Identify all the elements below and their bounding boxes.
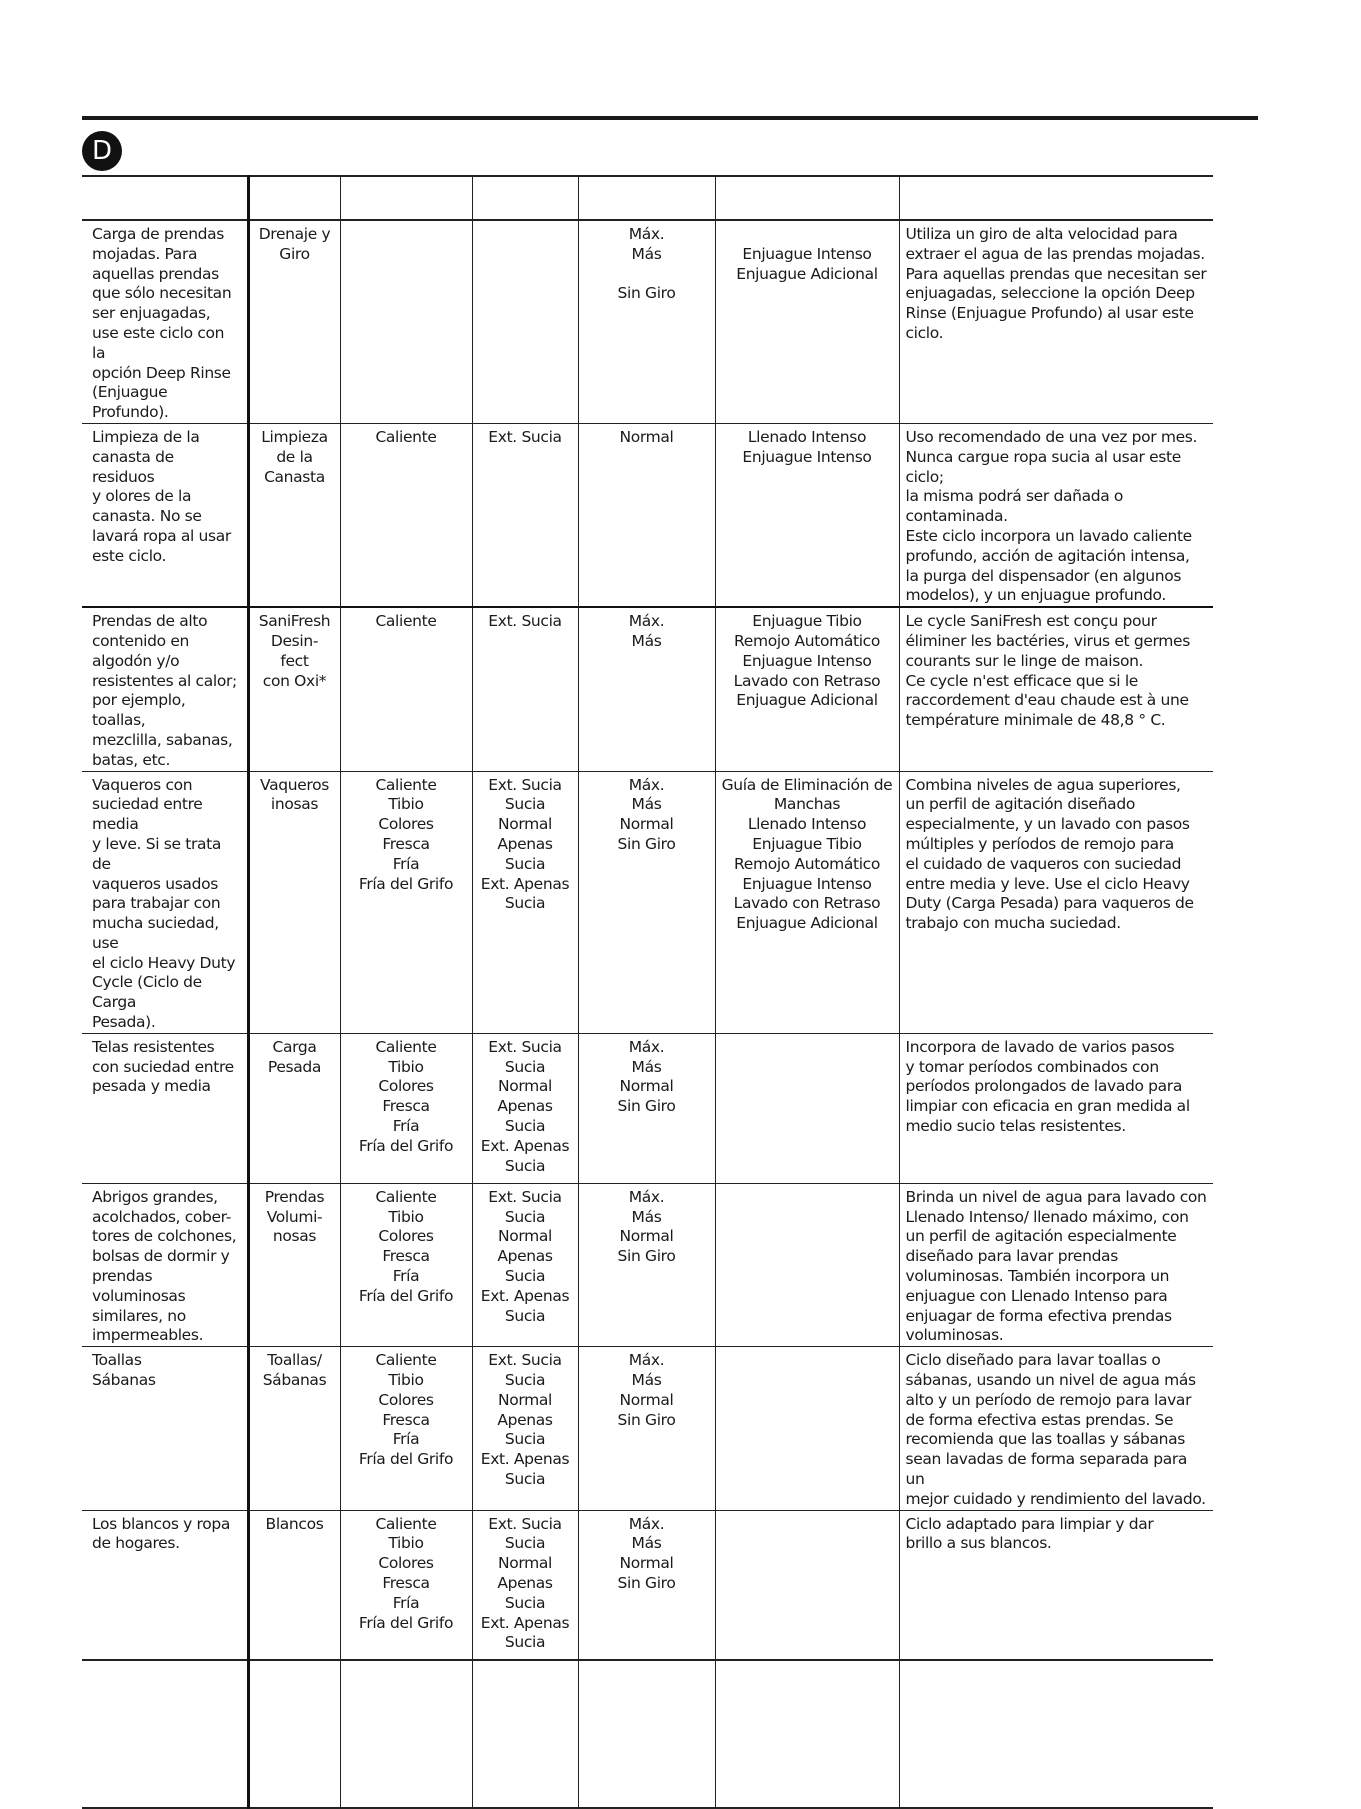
description-cell [899,220,1213,423]
spin-speeds: Máx. Más [628,225,665,263]
options-text: Guía de Eliminación de Manchas Llenado Intenso Enjuague Tibio Remojo Automático Enjuague Intenso Lavado con Retraso Enjuague Adicional [721,775,893,933]
clothes-cell [82,771,248,1033]
spin-speeds: Máx. Más Normal Sin Giro [617,1514,676,1593]
cycle-name-cell [248,771,340,1033]
clothes-cell [82,1347,248,1510]
spin-cell [578,1033,715,1183]
description-text: Incorpora de lavado de varios pasos y tomar períodos combinados con períodos prolongados de lavado para limpiar con eficacia en gran medida al medio sucio telas resistentes. [905,1037,1190,1136]
header-cell [248,176,340,220]
clothes-text: Vaqueros con suciedad entre media y leve. Si se trata de vaqueros usados para trabajar con mucha suciedad, use el ciclo Heavy Duty Cycle (Ciclo de Carga Pesada). [92,775,236,1032]
description-cell [899,771,1213,1033]
temperature-text: Caliente Tibio Colores Fresca Fría Fría del Grifo [358,1514,454,1632]
description-text: Le cycle SaniFresh est conçu pour éliminer les bactéries, virus et germes courants sur le linge de maison. Ce cycle n'est efficace que si le raccordement d'eau chaude est à une température minimale de 48,8 ° C. [905,612,1190,730]
header-cell [472,176,578,220]
clothes-text: Los blancos y ropa de hogares. [92,1514,230,1553]
clothes-text: Limpieza de la canasta de residuos y olores de la canasta. No se lavará ropa al usar este ciclo. [92,427,231,565]
table-row [82,1347,1213,1510]
soil-text: Ext. Sucia Sucia Normal Apenas Sucia Ext. Apenas Sucia [480,1514,570,1652]
table-row [82,607,1213,771]
spin-cell [578,1510,715,1660]
soil-text: Ext. Sucia [488,427,562,446]
empty-cell [472,1660,578,1808]
spin-speeds: Máx. Más [628,612,665,650]
table-row [82,771,1213,1033]
description-text: Brinda un nivel de agua para lavado con Llenado Intenso/ llenado máximo, con un perfil de agitación especialmente diseñado para lavar prendas voluminosas. También incorpora un enjuague con Llenado Intenso para enjuagar de forma efectiva prendas voluminosas. [905,1187,1207,1345]
clothes-cell [82,1510,248,1660]
soil-cell [472,1510,578,1660]
spin-cell [578,607,715,771]
soil-cell [472,607,578,771]
clothes-text: Toallas Sábanas [92,1351,156,1390]
description-cell [899,1183,1213,1346]
spin-speeds: Máx. Más Normal Sin Giro [617,1037,676,1116]
table-row [82,1033,1213,1183]
header-cell [82,176,248,220]
description-cell [899,1510,1213,1660]
header-cell [340,176,472,220]
spin-cell [578,1183,715,1346]
spin-cell [578,771,715,1033]
spin-cell [578,220,715,423]
cycle-name-cell [248,607,340,771]
spin-speeds: Máx. Más Normal Sin Giro [617,1187,676,1266]
temperature-text: Caliente [375,612,437,631]
cycle-name-text: Blancos [265,1514,324,1533]
clothes-cell [82,220,248,423]
empty-cell [578,1660,715,1808]
description-text: Combina niveles de agua superiores, un perfil de agitación diseñado especialmente, y un lavado con pasos múltiples y períodos de remojo para el cuidado de vaqueros con suciedad entre media y leve. Use el ciclo Heavy Duty (Carga Pesada) para vaqueros de trabajo con mucha suciedad. [905,775,1194,933]
description-cell [899,607,1213,771]
options-cell [715,1510,899,1660]
cycle-name-cell [248,423,340,607]
options-cell [715,220,899,423]
clothes-text: Carga de prendas mojadas. Para aquellas prendas que sólo necesitan ser enjuagadas, use este ciclo con la opción Deep Rinse (Enjuague Profundo). [92,225,232,422]
empty-row [82,1660,1213,1808]
table-row [82,1510,1213,1660]
cycle-name-text: Drenaje y Giro [258,225,331,263]
options-text: Enjuague Tibio Remojo Automático Enjuague Intenso Lavado con Retraso Enjuague Adicional [733,612,881,710]
clothes-cell [82,423,248,607]
soil-cell [472,771,578,1033]
cycle-name-text: Limpieza de la Canasta [261,427,328,486]
soil-text: Ext. Sucia Sucia Normal Apenas Sucia Ext. Apenas Sucia [480,1187,570,1325]
options-text: Enjuague Intenso Enjuague Adicional [736,244,878,283]
soil-cell [472,220,578,423]
temperature-text: Caliente [375,427,437,446]
clothes-cell [82,1033,248,1183]
section-badge: D [82,131,122,171]
description-cell [899,1347,1213,1510]
cycle-name-text: Prendas Volumi- nosas [264,1187,325,1246]
cycle-name-text: Vaqueros inosas [260,775,329,814]
clothes-cell [82,1183,248,1346]
soil-cell [472,1347,578,1510]
cycle-name-cell [248,1510,340,1660]
cycle-name-text: SaniFresh Desin- fect con Oxi* [258,612,331,690]
options-cell [715,771,899,1033]
spin-cell [578,423,715,607]
soil-text: Ext. Sucia Sucia Normal Apenas Sucia Ext. Apenas Sucia [480,1351,570,1489]
cycle-name-cell [248,1183,340,1346]
header-cell [715,176,899,220]
header-row [82,176,1213,220]
empty-cell [340,1660,472,1808]
table-row [82,220,1213,423]
options-text: Llenado Intenso Enjuague Intenso [742,427,872,466]
description-text: Utiliza un giro de alta velocidad para extraer el agua de las prendas mojadas. Para aquellas prendas que necesitan ser enjuagadas, seleccione la opción Deep Rinse (Enjuague Profundo) al usar este ciclo. [905,225,1207,342]
empty-cell [82,1660,248,1808]
clothes-text: Telas resistentes con suciedad entre pesada y media [92,1037,234,1096]
clothes-text: Prendas de alto contenido en algodón y/o resistentes al calor; por ejemplo, toallas, mezclilla, sabanas, batas, etc. [92,612,237,769]
temperature-cell [340,607,472,771]
spin-speeds: Máx. Más Normal Sin Giro [617,1351,676,1429]
cycle-name-text: Toallas/ Sábanas [262,1351,327,1390]
empty-cell [899,1660,1213,1808]
description-text: Ciclo diseñado para lavar toallas o sábanas, usando un nivel de agua más alto y un período de remojo para lavar de forma efectiva estas prendas. Se recomienda que las toallas y sábanas sean lavadas de forma separada para un mejor cuidado y rendimiento del lavado. [905,1351,1206,1508]
header-cell [899,176,1213,220]
clothes-cell [82,607,248,771]
spin-no-spin: Sin Giro [617,284,676,303]
temperature-cell [340,1510,472,1660]
table-row [82,1183,1213,1346]
spin-cell [578,1347,715,1510]
soil-cell [472,1033,578,1183]
top-rule [82,116,1258,120]
clothes-text: Abrigos grandes, acolchados, cober- tores de colchones, bolsas de dormir y prendas voluminosas similares, no impermeables. [92,1187,237,1345]
options-cell [715,607,899,771]
description-cell [899,1033,1213,1183]
temperature-cell [340,1347,472,1510]
temperature-cell [340,771,472,1033]
temperature-cell [340,220,472,423]
options-cell [715,1347,899,1510]
temperature-cell [340,1033,472,1183]
cycle-name-cell [248,1347,340,1510]
description-cell [899,423,1213,607]
options-cell [715,1183,899,1346]
spin-speeds: Normal [619,427,674,446]
temperature-text: Caliente Tibio Colores Fresca Fría Fría del Grifo [358,1037,454,1155]
options-cell [715,1033,899,1183]
temperature-text: Caliente Tibio Colores Fresca Fría Fría del Grifo [358,1351,454,1469]
soil-text: Ext. Sucia Sucia Normal Apenas Sucia Ext. Apenas Sucia [480,775,570,913]
soil-cell [472,423,578,607]
empty-cell [715,1660,899,1808]
options-cell [715,423,899,607]
temperature-cell [340,1183,472,1346]
table-row [82,423,1213,607]
cycle-name-cell [248,220,340,423]
spin-speeds: Máx. Más Normal Sin Giro [617,775,676,853]
soil-text: Ext. Sucia [488,612,562,631]
empty-cell [248,1660,340,1808]
cycle-name-text: Carga Pesada [267,1037,322,1076]
header-cell [578,176,715,220]
description-text: Uso recomendado de una vez por mes. Nunca cargue ropa sucia al usar este ciclo; la misma podrá ser dañada o contaminada. Este ciclo incorpora un lavado caliente profundo, acción de agitación intensa, la purga del dispensador (en algunos modelos), y un enjuague profundo. [905,427,1198,605]
cycle-name-cell [248,1033,340,1183]
temperature-text: Caliente Tibio Colores Fresca Fría Fría del Grifo [358,1187,454,1305]
soil-text: Ext. Sucia Sucia Normal Apenas Sucia Ext. Apenas Sucia [480,1037,570,1175]
soil-cell [472,1183,578,1346]
cycle-table [82,175,1213,1809]
temperature-text: Caliente Tibio Colores Fresca Fría Fría del Grifo [358,775,454,893]
description-text: Ciclo adaptado para limpiar y dar brillo a sus blancos. [905,1514,1154,1553]
temperature-cell [340,423,472,607]
